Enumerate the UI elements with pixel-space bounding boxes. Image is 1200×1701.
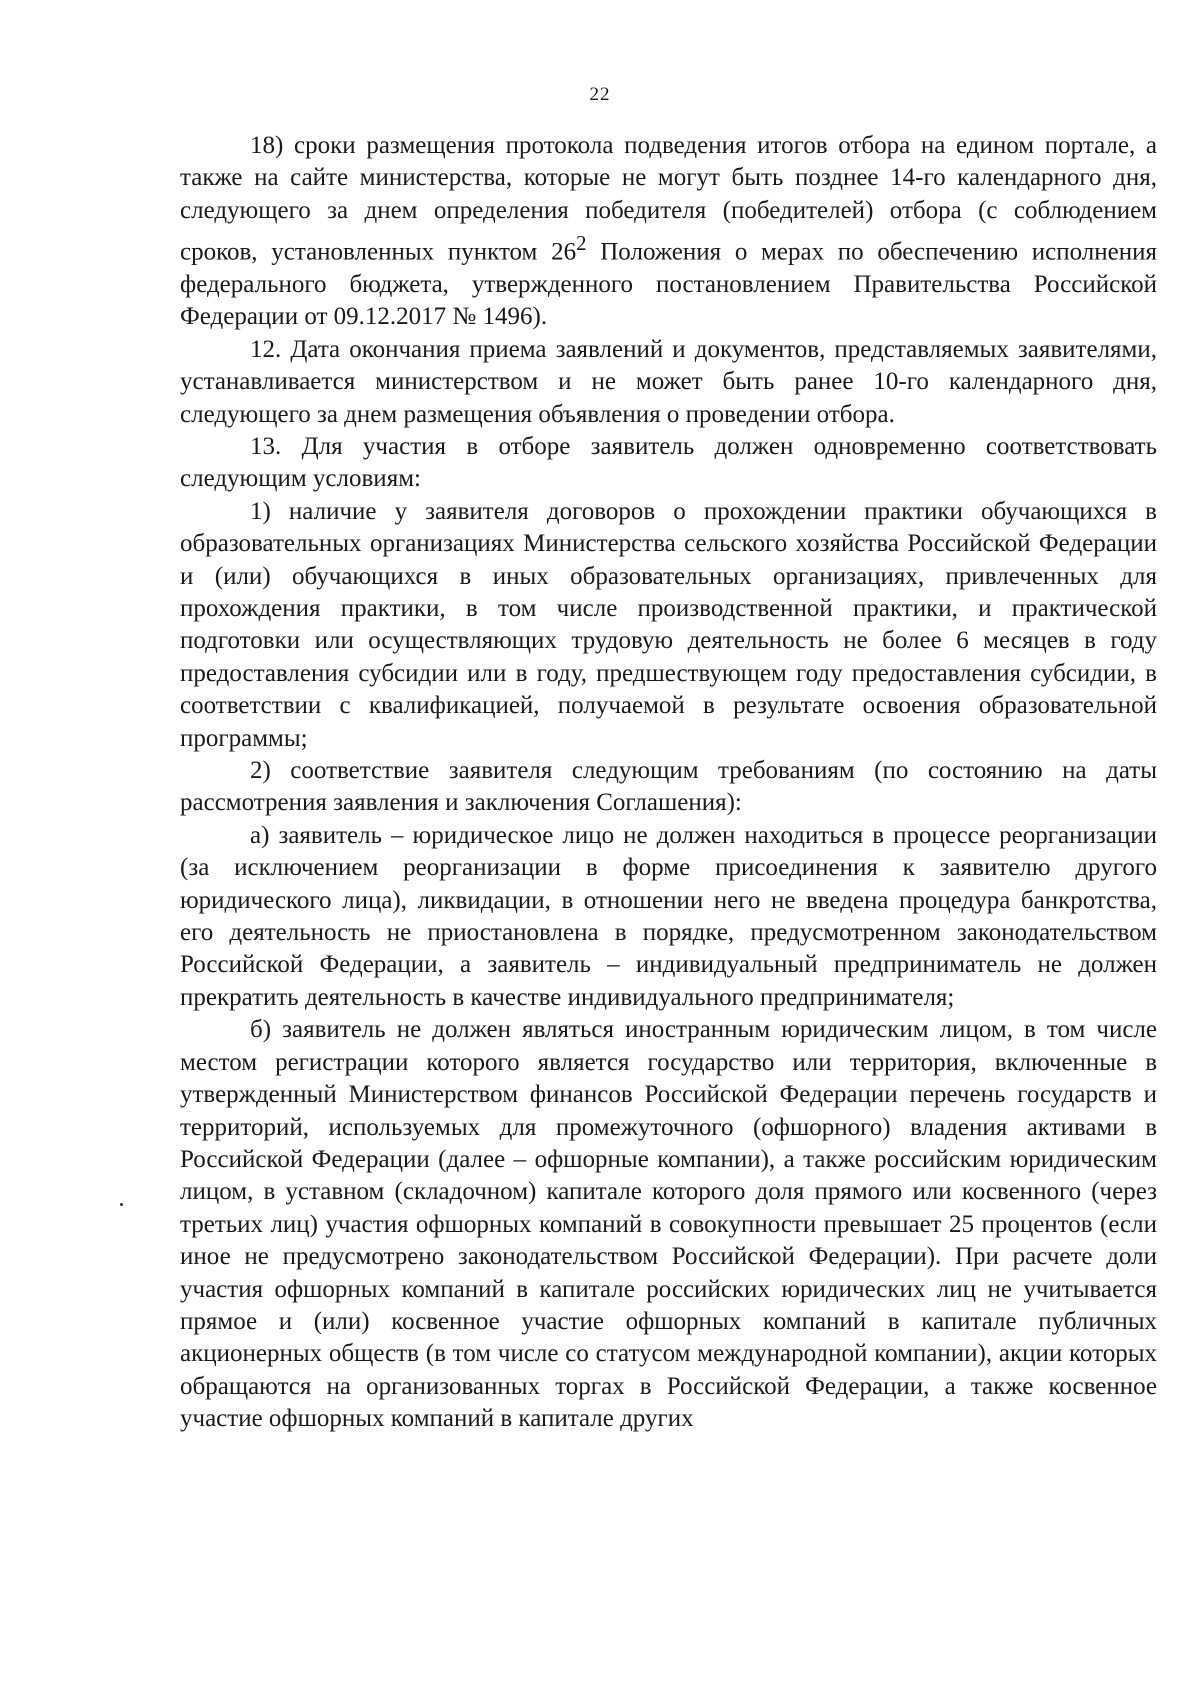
clause-number: 13. [250, 432, 282, 460]
paragraph-text: Дата окончания приема заявлений и документов, представляемых заявителями, устанавливается министерством и не может быть ранее 10-го календарного дня, следующего за днем размещения объявления о проведении отбора. [180, 335, 1158, 428]
paragraph-clause-13 [180, 431, 1157, 496]
subitem-letter: а) [250, 821, 270, 849]
page-number: 22 [589, 84, 611, 105]
paragraph-text: соответствие заявителя следующим требованиям (по состоянию на даты рассмотрения заявления и заключения Соглашения): [180, 757, 1157, 817]
paragraph-text: наличие у заявителя договоров о прохождении практики обучающихся в образовательных организациях Министерства сельского хозяйства Российской Федерации и (или) обучающихся в иных образовательных организациях, привлеченных для прохождения практики, в том числе производственной практики, и практической подготовки или осуществляющих трудовую деятельность не более 6 месяцев в году предоставления субсидии или в году, предшествующем году предоставления субсидии, в соответствии с квалификацией, получаемой в результате освоения образовательной программы; [180, 497, 1157, 752]
paragraph-text: сроки размещения протокола подведения итогов отбора на едином портале, а также на сайте министерства, которые не могут быть позднее 14-го календарного дня, следующего за днем определения победителя (победителей) отбора (с соблюдением сроков, установленных пунктом 26 [180, 132, 1157, 266]
paragraph-item-2 [180, 755, 1157, 820]
item-number: 1) [250, 497, 271, 525]
paragraph-item-1 [180, 496, 1157, 755]
paragraph-text: Для участия в отборе заявитель должен одновременно соответствовать следующим условиям: [180, 432, 1158, 493]
clause-number: 12. [250, 335, 282, 363]
paragraph-subitem-b [180, 1014, 1157, 1435]
paragraph-text-continued: Положения о мерах по обеспечению исполнения федерального бюджета, утвержденного постановлением Правительства Российской Федерации от 09.12.2017 № 1496). [180, 238, 1157, 331]
subitem-letter: б) [250, 1016, 272, 1044]
item-number: 18) [250, 132, 284, 159]
paragraph-text: заявитель – юридическое лицо не должен находиться в процессе реорганизации (за исключением реорганизации в форме присоединения к заявителю другого юридического лица), ликвидации, в отношении него не введена процедура банкротства, его деятельность не приостановлена в порядке, предусмотренном законодательством Российской Федерации, а заявитель – индивидуальный предприниматель не должен прекратить деятельность в качестве индивидуального предпринимателя; [180, 821, 1157, 1011]
paragraph-clause-12 [180, 334, 1157, 431]
superscript: 2 [576, 231, 587, 256]
paragraph-item-18 [180, 130, 1157, 334]
paragraph-text: заявитель не должен являться иностранным юридическим лицом, в том числе местом регистрации которого является государство или территория, включенные в утвержденный Министерством финансов Российской Федерации перечень государств и территорий, используемых для промежуточного (офшорного) владения активами в Российской Федерации (далее – офшорные компании), а также российским юридическим лицом, в уставном (складочном) капитале которого доля прямого или косвенного (через третьих лиц) участия офшорных компаний в совокупности превышает 25 процентов (если иное не предусмотрено законодательством Российской Федерации). При расчете доли участия офшорных компаний в капитале российских юридических лиц не учитывается прямое и (или) косвенное участие офшорных компаний в капитале публичных акционерных обществ (в том числе со статусом международной компании), акции которых обращаются на организованных торгах в Российской Федерации, а также косвенное участие офшорных компаний в капитале других [180, 1016, 1157, 1433]
document-body [180, 130, 1157, 1436]
item-number: 2) [250, 757, 271, 785]
scan-speck [120, 1203, 123, 1206]
paragraph-subitem-a [180, 820, 1157, 1014]
